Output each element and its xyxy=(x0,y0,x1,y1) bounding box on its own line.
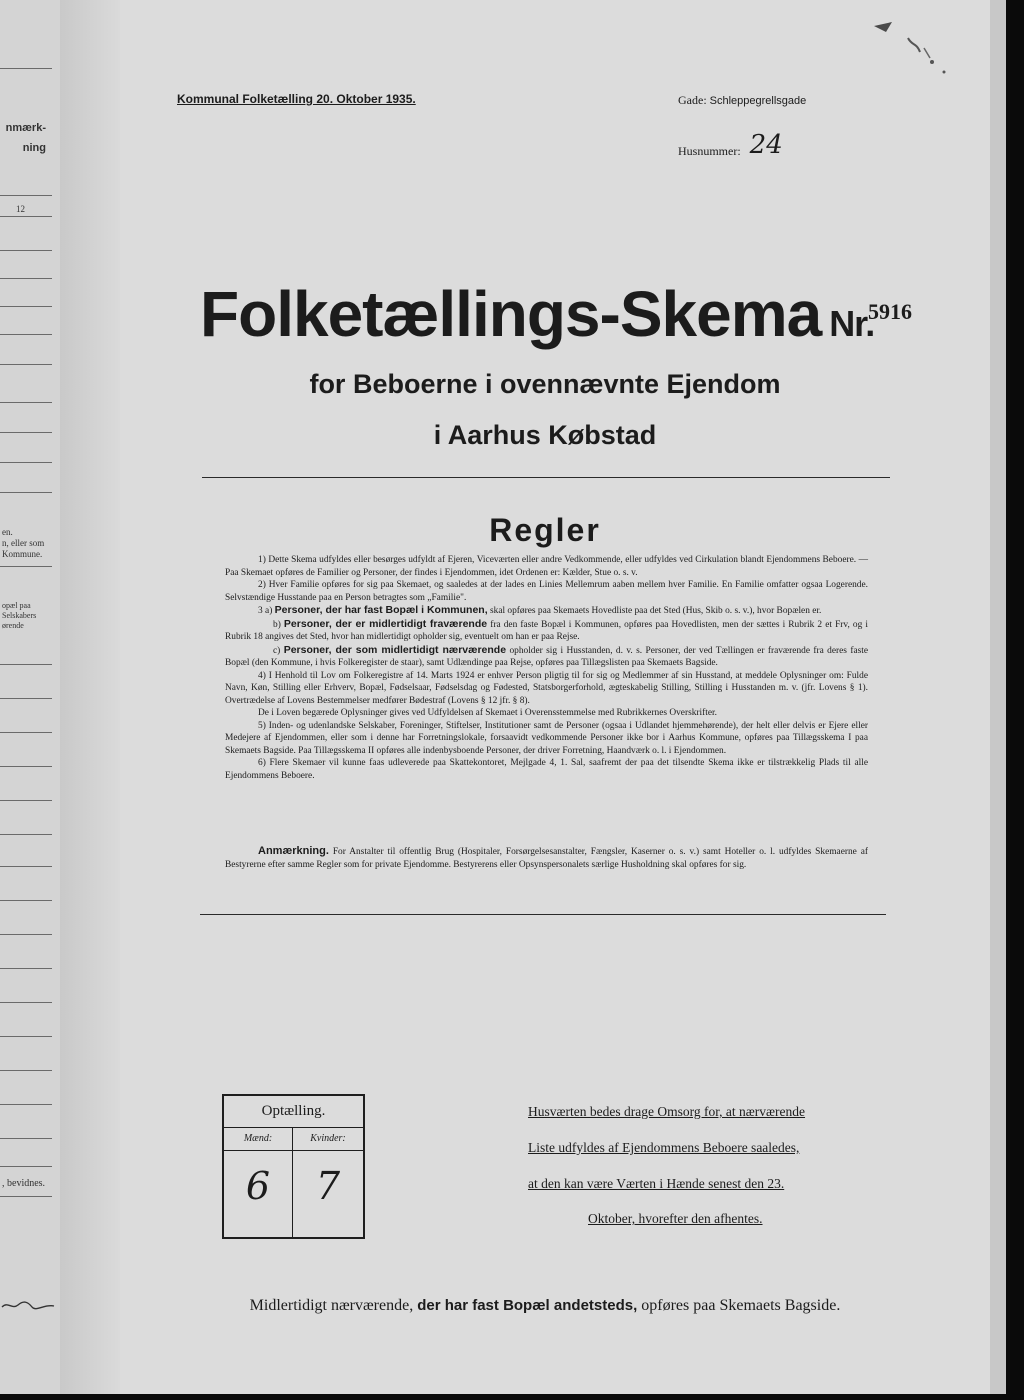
street-value: Schleppegrellsgade xyxy=(709,95,807,107)
landlord-note-line-2: Liste udfyldes af Ejendommens Beboere saaledes, xyxy=(528,1140,800,1155)
left-fragment: Selskabers xyxy=(2,611,37,620)
landlord-note-line-4: Oktober, hvorefter den afhentes. xyxy=(588,1211,763,1226)
divider xyxy=(202,477,890,478)
ruled-line xyxy=(0,334,52,335)
rules-heading: Regler xyxy=(489,512,601,548)
left-fragment: opæl paa xyxy=(2,601,31,610)
ruled-line xyxy=(0,732,52,733)
men-count: 6 xyxy=(245,1164,271,1208)
ruled-line xyxy=(0,664,52,665)
rule-3c: c) Personer, der som midlertidigt nærværende opholder sig i Husstanden, d. v. s. Personer, der ved Tællingen er fraværende fra deres faste Bopæl (den Kommune, i hvis Folkeregister de staar), samt Udlændinge paa Rejse, opføres paa Tillægslisten paa Skemaets Bagside. xyxy=(225,643,869,668)
form-subtitle-1: for Beboerne i ovennævnte Ejendom xyxy=(309,369,781,399)
rule-5: 5) Inden- og udenlandske Selskaber, Foreninger, Stiftelser, Institutioner samt de Personer (ogsaa i Udlandet hjemmehørende), der helt eller delvis er Ejere eller Medejere af Ejendommen, eller som i denne har Forretningslokale, forsaavidt vedkommende Personer ikke bor i Aarhus Kommune, opføres paa Tillægsskema I paa Skemaets Bagside. Paa Tillægsskema II opføres alle indenbysboende Personer, der driver Forretning, Haandværk o. l. i Ejendommen. xyxy=(225,720,868,756)
left-fragment: n, eller som xyxy=(2,538,45,548)
ruled-line xyxy=(0,306,52,307)
left-fragment: , bevidnes. xyxy=(2,1178,46,1189)
ruled-line xyxy=(0,766,52,767)
ruled-line xyxy=(0,462,52,463)
ruled-line xyxy=(0,1036,52,1037)
ruled-line xyxy=(0,364,52,365)
ruled-line xyxy=(0,195,52,196)
women-column xyxy=(293,1128,363,1237)
footer-post: opføres paa Skemaets Bagside. xyxy=(641,1297,841,1314)
rule-1: 1) Dette Skema udfyldes eller besørges udfyldt af Ejeren, Viceværten eller andre Vedkommende, eller udfyldes ved Cirkulation blandt Ejendommens Beboere. — Paa Skemaet opføres de Familier og Personer, der findes i Ejendommen, idet Ordenen er: Kælder, Stue o. s. v. xyxy=(225,555,868,578)
ruled-line xyxy=(0,968,52,969)
rule-6: 6) Flere Skemaer vil kunne faas udleverede paa Skattekontoret, Mejlgade 4, 1. Sal, saafremt der paa det tilsendte Skema ikke er tilstrækkelig Plads til alle Ejendommens Beboere. xyxy=(225,758,868,781)
ruled-line xyxy=(0,698,52,699)
ruled-line xyxy=(0,278,52,279)
ruled-line xyxy=(0,866,52,867)
ruled-line xyxy=(0,1104,52,1105)
count-box-title: Optælling. xyxy=(224,1096,363,1128)
ruled-line xyxy=(0,216,52,217)
left-col-number: 12 xyxy=(16,204,25,214)
ruled-line xyxy=(0,1002,52,1003)
signature-scribble xyxy=(0,1298,56,1312)
street-field xyxy=(678,93,806,108)
census-date-line: Kommunal Folketælling 20. Oktober 1935. xyxy=(177,92,416,106)
footer-note xyxy=(200,1297,890,1315)
ruled-line xyxy=(0,68,52,69)
form-title-nr: Nr. xyxy=(829,303,875,344)
ruled-line xyxy=(0,934,52,935)
rule-3b: b) Personer, der er midlertidigt fraværende fra den faste Bopæl i Kommunen, opføres paa Hovedlisten, men der sættes i Rubrik 2 et Frv, og i Rubrik 18 angives det Sted, hvor han midlertidigt opholder sig, eventuelt om han er paa Rejse. xyxy=(225,617,869,642)
page-edge xyxy=(990,0,1006,1394)
ruled-line xyxy=(0,432,52,433)
ruled-line xyxy=(0,800,52,801)
form-title-main: Folketællings-Skema xyxy=(200,278,822,350)
landlord-note-line-3: at den kan være Værten i Hænde senest den 23. xyxy=(528,1176,785,1191)
left-heading-1: nmærk- xyxy=(5,122,46,134)
form-title xyxy=(200,277,874,351)
rule-4: 4) I Henhold til Lov om Folkeregistre af 14. Marts 1924 er enhver Person pligtig til for sig og Medlemmer af sin Husstand, at meddele Oplysninger om: Fulde Navn, Køn, Stilling eller Erhverv, Bopæl, Fødselsaar, Fødselsdag og Fødested, Statsborgerforhold, ægteskabelig Stilling, Stilling i Husstanden m. v. (jfr. Lovens § 1). Overtrædelse af Lovens Bestemmelser medfører Bødestraf (Lovens § 12 jfr. § 8). xyxy=(225,670,868,706)
ruled-line xyxy=(0,900,52,901)
left-fragment: ørende xyxy=(2,621,24,630)
men-column xyxy=(224,1128,293,1237)
house-number-label: Husnummer: xyxy=(678,144,741,158)
form-number: 5916 xyxy=(868,299,912,324)
divider xyxy=(200,914,886,915)
ruled-line xyxy=(0,402,52,403)
previous-page-strip xyxy=(0,0,61,1394)
ruled-line xyxy=(0,492,52,493)
rule-4b: De i Loven begærede Oplysninger gives ved Udfyldelsen af Skemaet i Overensstemmelse med Rubrikkernes Overskrifter. xyxy=(258,708,717,718)
left-fragment: Kommune. xyxy=(2,549,43,559)
count-box xyxy=(222,1094,365,1239)
women-count: 7 xyxy=(315,1164,341,1208)
page-binding xyxy=(60,0,120,1394)
street-label: Gade: xyxy=(678,93,707,107)
house-number-field xyxy=(678,132,783,162)
remark-block xyxy=(225,845,868,871)
rule-2: 2) Hver Familie opføres for sig paa Skemaet, og saaledes at der lades en Linies Mellemrum aaben mellem hver Familie. En Familie omfatter ogsaa Logerende. Selvstændige Husstande paa en Person betragtes som „Familie". xyxy=(225,580,868,603)
ruled-line xyxy=(0,250,52,251)
ruled-line xyxy=(0,1196,52,1197)
rule-3a: 3 a) Personer, der har fast Bopæl i Kommunen, skal opføres paa Skemaets Hovedliste paa det Sted (Hus, Skib o. s. v.), hvor Bopælen er. xyxy=(258,604,822,616)
men-label: Mænd: xyxy=(224,1128,292,1151)
rules-text xyxy=(225,554,868,782)
landlord-note-line-1: Husværten bedes drage Omsorg for, at nærværende xyxy=(528,1104,806,1119)
ruled-line xyxy=(0,1166,52,1167)
remark-label: Anmærkning. xyxy=(258,845,329,857)
footer-pre: Midlertidigt nærværende, xyxy=(249,1297,414,1314)
ruled-line xyxy=(0,566,52,567)
left-fragment: en. xyxy=(2,527,13,537)
ruled-line xyxy=(0,1138,52,1139)
house-number-value: 24 xyxy=(749,130,783,160)
women-label: Kvinder: xyxy=(293,1128,363,1151)
ink-marks xyxy=(872,18,962,88)
ruled-line xyxy=(0,834,52,835)
footer-bold: der har fast Bopæl andetsteds, xyxy=(417,1297,638,1314)
remark-text: For Anstalter til offentlig Brug (Hospitaler, Forsørgelsesanstalter, Fængsler, Kaserner o. s. v.) samt Hoteller o. l. udfyldes Skemaerne af Bestyrerne efter samme Regler som for private Ejendomme. Bestyrerens eller Opsynspersonalets særlige Husholdning skal opføres for sig. xyxy=(225,847,869,870)
form-subtitle-2: i Aarhus Købstad xyxy=(433,420,657,450)
left-heading-2: ning xyxy=(22,142,46,154)
ruled-line xyxy=(0,1070,52,1071)
